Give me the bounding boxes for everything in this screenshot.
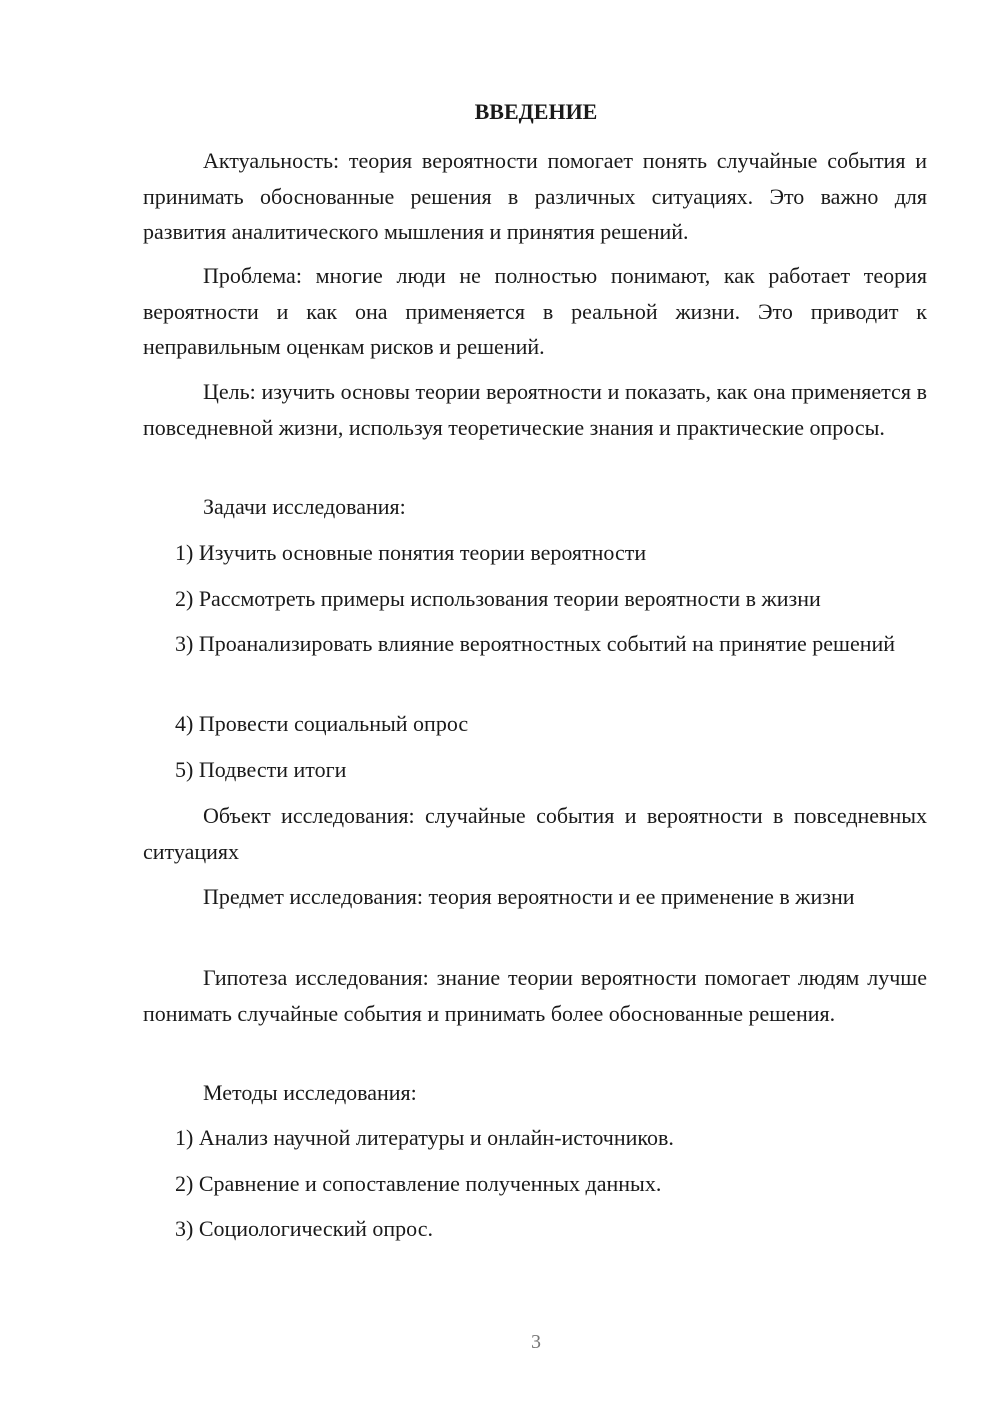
task-item-5: 5) Подвести итоги	[175, 757, 347, 782]
task-item-1: 1) Изучить основные понятия теории вероятности	[175, 540, 647, 565]
hypothesis-paragraph: Гипотеза исследования: знание теории вероятности помогает людям лучше понимать случайные события и принимать более обоснованные решения.	[143, 965, 927, 1026]
problem-paragraph: Проблема: многие люди не полностью понимают, как работает теория вероятности и как она применяется в реальной жизни. Это приводит к неправильным оценкам рисков и решений.	[143, 263, 927, 359]
relevance-paragraph: Актуальность: теория вероятности помогает понять случайные события и принимать обоснованные решения в различных ситуациях. Это важно для развития аналитического мышления и принятия решений.	[143, 148, 927, 244]
task-item-3: 3) Проанализировать влияние вероятностных событий на принятие решений	[175, 631, 896, 656]
task-item-4: 4) Провести социальный опрос	[175, 711, 469, 736]
method-item-1: 1) Анализ научной литературы и онлайн-источников.	[175, 1125, 674, 1150]
section-title: ВВЕДЕНИЕ	[474, 99, 598, 124]
method-item-3: 3) Социологический опрос.	[175, 1216, 433, 1241]
page-number: 3	[531, 1331, 541, 1353]
subject-paragraph: Предмет исследования: теория вероятности и ее применение в жизни	[203, 884, 855, 909]
tasks-heading: Задачи исследования:	[203, 494, 406, 519]
methods-heading: Методы исследования:	[203, 1080, 417, 1105]
goal-paragraph: Цель: изучить основы теории вероятности и показать, как она применяется в повседневной жизни, используя теоретические знания и практические опросы.	[143, 379, 927, 440]
method-item-2: 2) Сравнение и сопоставление полученных данных.	[175, 1171, 662, 1196]
task-item-2: 2) Рассмотреть примеры использования теории вероятности в жизни	[175, 586, 821, 611]
object-paragraph: Объект исследования: случайные события и вероятности в повседневных ситуациях	[143, 803, 927, 864]
